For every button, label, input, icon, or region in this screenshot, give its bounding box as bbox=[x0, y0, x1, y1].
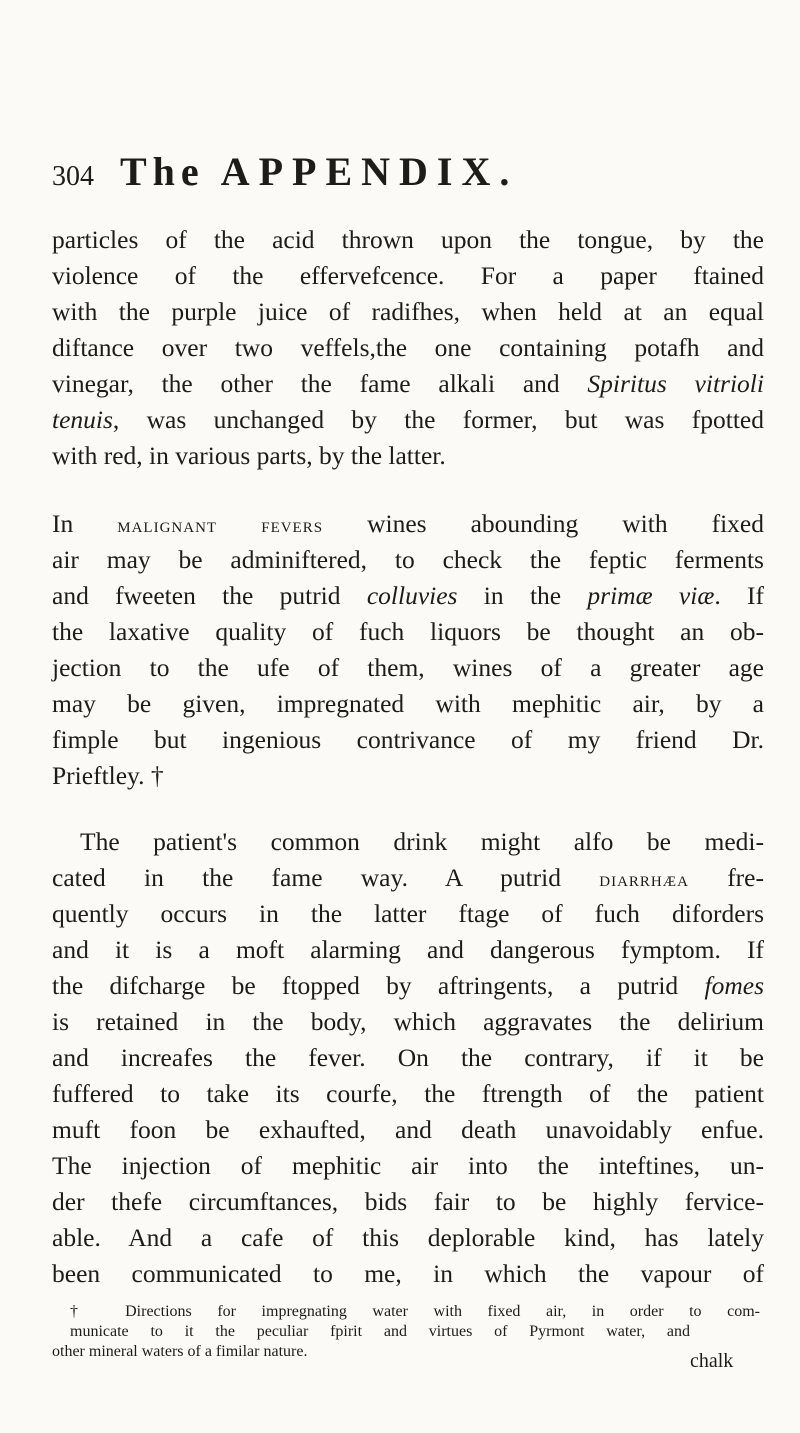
text-line: fimple but ingenious contrivance of my friend Dr. bbox=[52, 725, 764, 754]
text-line: is retained in the body, which aggravates the delirium bbox=[52, 1007, 764, 1036]
text-line: the laxative quality of fuch liquors be thought an ob- bbox=[52, 617, 764, 646]
text-line bbox=[52, 970, 764, 1002]
text-run: , was unchanged by the former, but was fpotted bbox=[112, 405, 764, 434]
text-line: been communicated to me, in which the vapour of bbox=[52, 1259, 764, 1288]
footnote-line: other mineral waters of a fimilar nature. bbox=[52, 1343, 308, 1360]
text-run: and fweeten the putrid bbox=[52, 581, 367, 610]
footnote-line: municate to it the peculiar fpirit and virtues of Pyrmont water, and bbox=[70, 1323, 690, 1340]
italic-term: tenuis bbox=[52, 405, 113, 434]
text-line: violence of the effervefcence. For a paper ftained bbox=[52, 261, 764, 290]
text-line: Prieftley. † bbox=[52, 761, 164, 790]
small-caps-term: diarrhæa bbox=[599, 866, 689, 891]
text-run: the difcharge be ftopped by aftringents, a putrid bbox=[52, 971, 705, 1000]
text-run: vinegar, the other the fame alkali and bbox=[52, 369, 588, 398]
text-line: fuffered to take its courfe, the ftrength of the patient bbox=[52, 1079, 764, 1108]
italic-term: primæ viæ bbox=[587, 581, 715, 610]
text-run: in the bbox=[457, 581, 588, 610]
text-line bbox=[52, 580, 764, 612]
footnote-line: † Directions for impregnating water with fixed air, in order to com- bbox=[70, 1303, 760, 1320]
text-line: air may be adminiftered, to check the feptic ferments bbox=[52, 545, 764, 574]
running-title-word: The bbox=[120, 149, 205, 194]
italic-term: fomes bbox=[704, 971, 764, 1000]
text-line: able. And a cafe of this deplorable kind, has lately bbox=[52, 1223, 764, 1252]
text-line: may be given, impregnated with mephitic air, by a bbox=[52, 689, 764, 718]
text-line: diftance over two veffels,the one containing potafh and bbox=[52, 333, 764, 362]
text-line: jection to the ufe of them, wines of a greater age bbox=[52, 653, 764, 682]
text-run: wines abounding with fixed bbox=[323, 509, 765, 538]
text-line bbox=[52, 826, 764, 858]
text-line: and increafes the fever. On the contrary, if it be bbox=[52, 1043, 764, 1072]
text-run: In bbox=[52, 509, 118, 538]
text-line: muft foon be exhaufted, and death unavoidably enfue. bbox=[52, 1115, 764, 1144]
italic-term: colluvies bbox=[366, 581, 458, 610]
text-line: and it is a moft alarming and dangerous fymptom. If bbox=[52, 935, 764, 964]
italic-term: Spiritus vitrioli bbox=[587, 369, 764, 398]
text-line: der thefe circumftances, bids fair to be highly fervice- bbox=[52, 1187, 764, 1216]
small-caps-term: malignant fevers bbox=[117, 512, 324, 537]
catchword: chalk bbox=[690, 1350, 734, 1372]
text-run: cated in the fame way. A putrid bbox=[52, 863, 600, 892]
text-line bbox=[52, 404, 764, 436]
text-line bbox=[52, 862, 764, 895]
text-line: particles of the acid thrown upon the tongue, by the bbox=[52, 225, 764, 254]
text-line bbox=[52, 508, 764, 541]
text-line bbox=[52, 368, 764, 400]
text-line: quently occurs in the latter ftage of fuch diforders bbox=[52, 899, 764, 928]
text-line: with the purple juice of radifhes, when held at an equal bbox=[52, 297, 764, 326]
text-run: The patient's common drink might alfo be medi- bbox=[80, 827, 764, 856]
running-title bbox=[120, 148, 518, 195]
text-line: with red, in various parts, by the latter. bbox=[52, 441, 446, 470]
text-run: fre- bbox=[688, 863, 764, 892]
running-header bbox=[52, 148, 752, 204]
page-number: 304 bbox=[52, 161, 94, 192]
running-title-main: APPENDIX. bbox=[220, 149, 519, 194]
text-run: . If bbox=[714, 581, 765, 610]
text-line: The injection of mephitic air into the inteftines, un- bbox=[52, 1151, 764, 1180]
